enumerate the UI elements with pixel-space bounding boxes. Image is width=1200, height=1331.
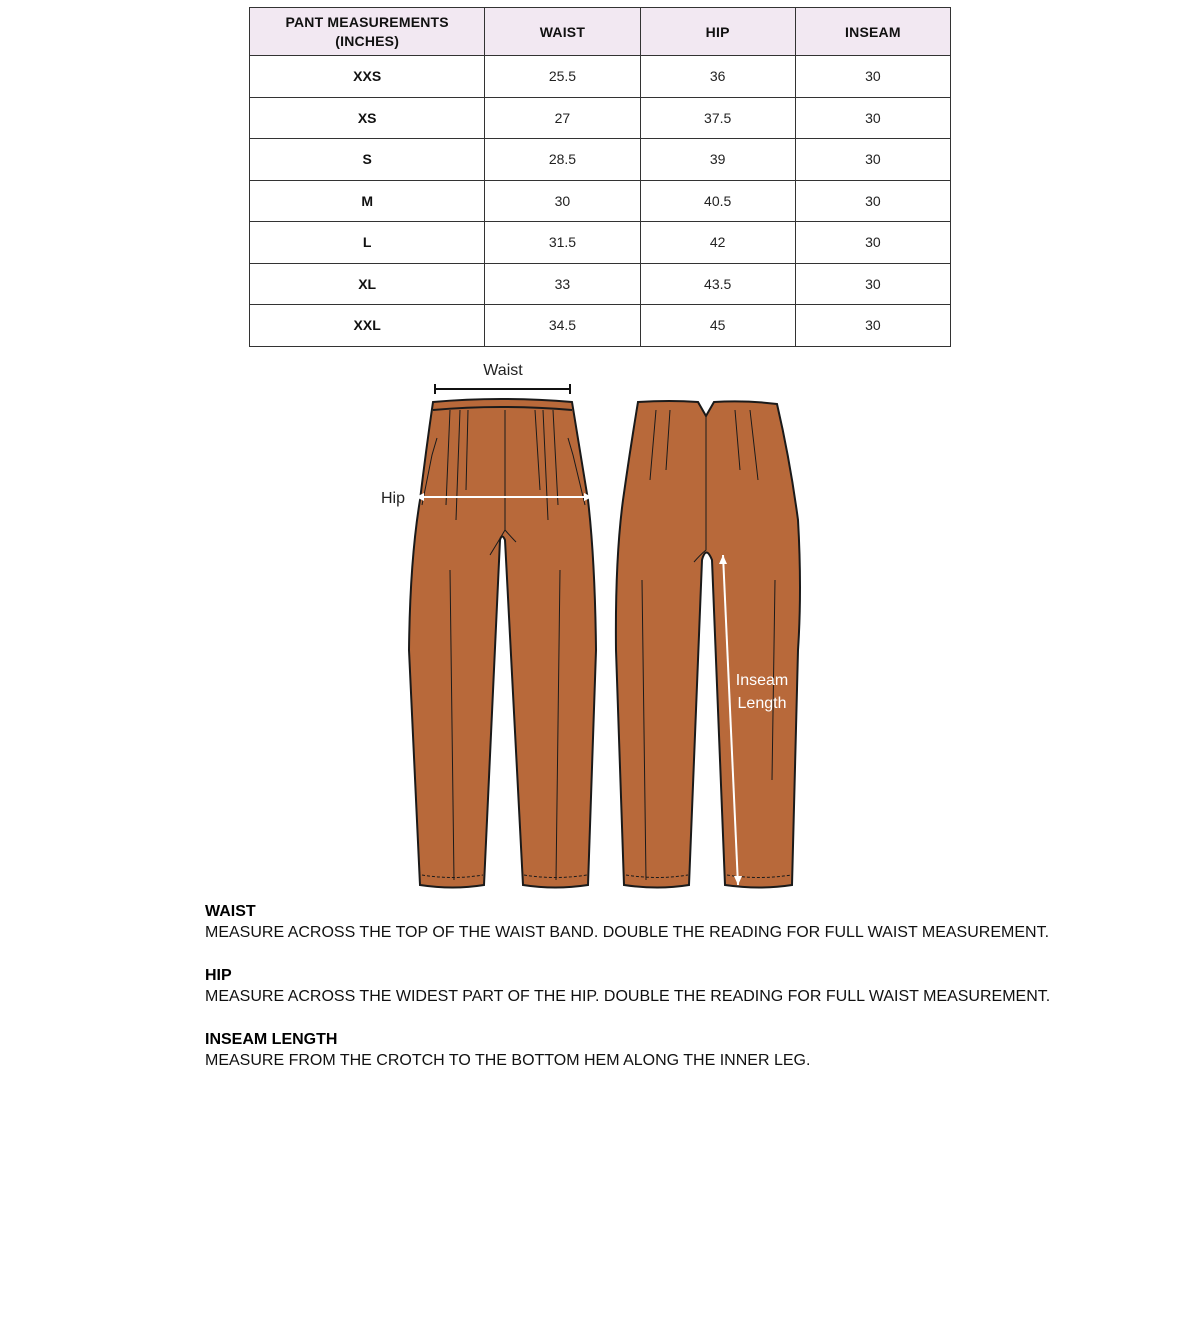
cell-waist: 27 [485, 97, 640, 139]
table-row [250, 97, 951, 139]
cell-waist: 30 [485, 180, 640, 222]
inseam-label-line1: Inseam [735, 672, 789, 689]
pants-front-body [409, 399, 596, 888]
note-waist [205, 902, 1105, 944]
cell-hip: 43.5 [640, 263, 795, 305]
header-hip: HIP [640, 8, 795, 56]
cell-inseam: 30 [795, 263, 950, 305]
cell-waist: 28.5 [485, 139, 640, 181]
table-row [250, 263, 951, 305]
measurement-notes [205, 902, 1105, 1094]
hip-label: Hip [381, 490, 406, 507]
inseam-label-line2: Length [737, 695, 787, 712]
note-title: WAIST [205, 903, 256, 920]
cell-size: XXS [250, 56, 485, 98]
cell-hip: 40.5 [640, 180, 795, 222]
note-hip [205, 966, 1105, 1008]
pants-back-view [616, 401, 800, 888]
cell-hip: 42 [640, 222, 795, 264]
cell-hip: 45 [640, 305, 795, 347]
table-row [250, 222, 951, 264]
header-size [250, 8, 485, 56]
note-text: MEASURE ACROSS THE WIDEST PART OF THE HIP. DOUBLE THE READING FOR FULL WAIST MEASUREMENT. [205, 988, 1051, 1005]
header-size-line2: (INCHES) [335, 32, 400, 49]
cell-hip: 36 [640, 56, 795, 98]
cell-inseam: 30 [795, 305, 950, 347]
cell-size: XL [250, 263, 485, 305]
pants-front-view [409, 399, 596, 888]
cell-inseam: 30 [795, 56, 950, 98]
cell-hip: 39 [640, 139, 795, 181]
cell-size: XXL [250, 305, 485, 347]
cell-inseam: 30 [795, 139, 950, 181]
pants-illustration [380, 350, 830, 895]
cell-waist: 33 [485, 263, 640, 305]
note-title: HIP [205, 967, 232, 984]
cell-size: L [250, 222, 485, 264]
pants-measurement-diagram [380, 350, 830, 895]
header-size-line1: PANT MEASUREMENTS [285, 13, 449, 30]
cell-inseam: 30 [795, 180, 950, 222]
header-waist: WAIST [485, 8, 640, 56]
waist-label: Waist [483, 362, 523, 379]
note-inseam [205, 1030, 1105, 1072]
cell-waist: 34.5 [485, 305, 640, 347]
cell-size: XS [250, 97, 485, 139]
table-row [250, 139, 951, 181]
cell-hip: 37.5 [640, 97, 795, 139]
cell-inseam: 30 [795, 97, 950, 139]
header-inseam: INSEAM [795, 8, 950, 56]
cell-size: M [250, 180, 485, 222]
pants-back-body [616, 401, 800, 888]
note-text: MEASURE FROM THE CROTCH TO THE BOTTOM HEM ALONG THE INNER LEG. [205, 1052, 811, 1069]
waist-measure-line [435, 384, 570, 394]
size-chart-table [249, 7, 951, 347]
cell-inseam: 30 [795, 222, 950, 264]
cell-waist: 31.5 [485, 222, 640, 264]
cell-size: S [250, 139, 485, 181]
note-title: INSEAM LENGTH [205, 1031, 338, 1048]
cell-waist: 25.5 [485, 56, 640, 98]
note-text: MEASURE ACROSS THE TOP OF THE WAIST BAND. DOUBLE THE READING FOR FULL WAIST MEASUREMENT. [205, 924, 1050, 941]
table-header-row [250, 8, 951, 56]
table-row [250, 180, 951, 222]
table-row [250, 305, 951, 347]
table-row [250, 56, 951, 98]
